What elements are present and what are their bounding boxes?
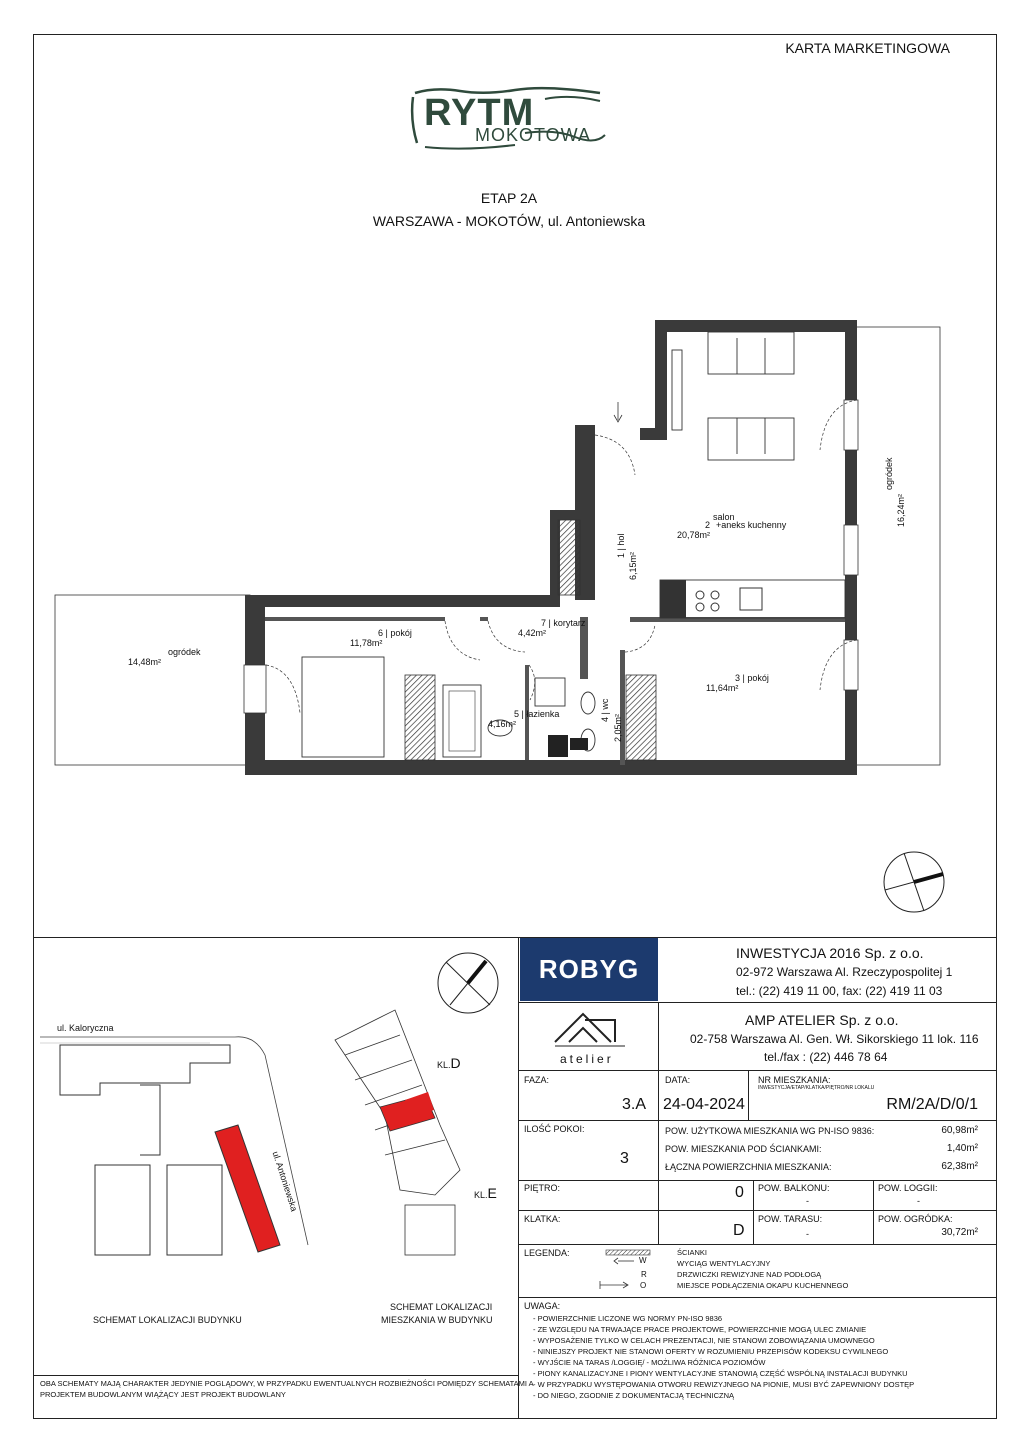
faza-label: FAZA: — [524, 1075, 550, 1085]
ogrodek-label: POW. OGRÓDKA: — [878, 1214, 953, 1224]
note-item: - NINIEJSZY PROJEKT NIE STANOWI OFERTY W ROZUMIENIU PRZEPISÓW KODEKSU CYWILNEGO — [533, 1346, 914, 1357]
legend-sym-w: W — [639, 1256, 647, 1265]
architect-phone: tel./fax : (22) 446 78 64 — [764, 1050, 888, 1064]
pow-uzyt-label: POW. UŻYTKOWA MIESZKANIA WG PN-ISO 9836: — [665, 1126, 875, 1136]
room-3-label: 3 | pokój — [735, 673, 769, 683]
compass-icon — [882, 850, 946, 914]
garden-right-name: ogródek — [884, 457, 894, 490]
notes-title: UWAGA: — [524, 1301, 561, 1311]
balkon-value: - — [806, 1196, 809, 1206]
note-item: - ZE WZGLĘDU NA TRWAJĄCE PRACE PROJEKTOWE, POWIERZCHNIE MOGĄ ULEC ZMIANIE — [533, 1324, 914, 1335]
legend-item: DRZWICZKI REWIZYJNE NAD PODŁOGĄ — [677, 1270, 822, 1279]
architect-address: 02-758 Warszawa Al. Gen. Wł. Sikorskiego 11 lok. 116 — [690, 1032, 979, 1046]
room-5-area: 4,16m² — [488, 719, 517, 729]
room-5-label: 5 | łazienka — [514, 709, 560, 719]
room-1-area: 6,15m² — [628, 551, 638, 580]
room-6-area: 11,78m² — [350, 638, 383, 648]
loggia-value: - — [917, 1196, 920, 1206]
pow-sciany-label: POW. MIESZKANIA POD ŚCIANKAMI: — [665, 1144, 822, 1154]
section-divider — [33, 937, 997, 938]
note-item: - PIONY KANALIZACYJNE I PIONY WENTYLACYJNE STANOWIĄ CZĘŚĆ WSPÓLNĄ INSTALACJI BUDYNKU — [533, 1368, 914, 1379]
legend-symbols — [598, 1249, 668, 1294]
balkon-label: POW. BALKONU: — [758, 1183, 830, 1193]
loggia-label: POW. LOGGII: — [878, 1183, 938, 1193]
garden-left-area: 14,48m² — [128, 657, 162, 667]
atelier-logo-icon — [545, 1008, 635, 1058]
taras-value: - — [806, 1229, 809, 1239]
room-7-label: 7 | korytarz — [541, 618, 586, 628]
legend-item: ŚCIANKI — [677, 1248, 708, 1257]
nr-sub-label: INWESTYCJA/ETAP/KLATKA/PIĘTRO/NR LOKALU — [758, 1085, 875, 1091]
address-label: WARSZAWA - MOKOTÓW, ul. Antoniewska — [372, 213, 646, 229]
investor-phone: tel.: (22) 419 11 00, fax: (22) 419 11 03 — [736, 984, 943, 998]
compass-small-icon — [438, 953, 498, 1013]
room-7-area: 4,42m² — [518, 628, 547, 638]
legend-sym-r: R — [641, 1270, 647, 1279]
data-value: 24-04-2024 — [663, 1096, 745, 1113]
legend-title: LEGENDA: — [524, 1248, 570, 1258]
note-item: - WYPOSAŻENIE TYLKO W CELACH PREZENTACJI, NIE STANOWI ZOBOWIĄZANIA UMOWNEGO — [533, 1335, 914, 1346]
block-divider — [518, 937, 519, 1419]
room-2-name: salon — [713, 512, 735, 522]
klatka-label: KLATKA: — [524, 1214, 561, 1224]
room-4-label: 4 | wc — [600, 698, 610, 722]
notes-list — [533, 1313, 914, 1401]
data-label: DATA: — [665, 1075, 691, 1085]
room-1-label: 1 | hol — [616, 533, 626, 558]
room-2-name2: +aneks kuchenny — [716, 520, 787, 530]
faza-value: 3.A — [622, 1096, 647, 1113]
pokoje-value: 3 — [620, 1150, 629, 1167]
street-kaloryczna: ul. Kaloryczna — [57, 1023, 114, 1033]
nr-value: RM/2A/D/0/1 — [886, 1096, 978, 1113]
note-item: - DO NIEGO, ZGODNIE Z DOKUMENTACJĄ TECHNICZNĄ — [533, 1390, 914, 1401]
kl-d-label: KL.D — [437, 1055, 461, 1071]
room-6-label: 6 | pokój — [378, 628, 412, 638]
pow-uzyt-value: 60,98m² — [941, 1125, 978, 1136]
pow-laczna-value: 62,38m² — [941, 1161, 978, 1172]
location-schemes — [40, 945, 510, 1265]
klatka-value: D — [733, 1222, 745, 1239]
pokoje-label: ILOŚĆ POKOI: — [524, 1124, 585, 1134]
logo-main-text: RYTM — [424, 92, 535, 134]
pietro-value: 0 — [735, 1184, 744, 1201]
nr-label: NR MIESZKANIA: — [758, 1075, 831, 1085]
marketing-card-label: KARTA MARKETINGOWA — [785, 40, 950, 56]
floor-plan — [40, 310, 980, 790]
atelier-logo-text: atelier — [560, 1052, 614, 1066]
room-2-num: 2 — [705, 520, 711, 530]
ogrodek-value: 30,72m² — [941, 1227, 978, 1238]
investor-company: INWESTYCJA 2016 Sp. z o.o. — [736, 945, 924, 961]
building-scheme-caption: SCHEMAT LOKALIZACJI BUDYNKU — [93, 1315, 242, 1325]
logo-sub-text: MOKOTOWA — [475, 125, 591, 145]
disclaimer-line-1: OBA SCHEMATY MAJĄ CHARAKTER JEDYNIE POGLĄDOWY, W PRZYPADKU EWENTUALNYCH ROZBIEŻNOŚCI POMIĘDZY SCHEMATAMI A — [40, 1379, 534, 1388]
disclaimer-line-2: PROJEKTEM BUDOWLANYM WIĄŻĄCY JEST PROJEKT BUDOWLANY — [40, 1390, 286, 1399]
room-4-area: 2,05m² — [613, 713, 623, 742]
kl-e-label: KL.E — [474, 1185, 497, 1201]
pow-laczna-label: ŁĄCZNA POWIERZCHNIA MIESZKANIA: — [665, 1162, 832, 1172]
legend-item: MIEJSCE PODŁĄCZENIA OKAPU KUCHENNEGO — [677, 1281, 849, 1290]
robyg-logo: ROBYG — [520, 938, 658, 1001]
room-3-area: 11,64m² — [706, 683, 739, 693]
pow-sciany-value: 1,40m² — [946, 1143, 978, 1154]
garden-left-name: ogródek — [168, 647, 201, 657]
investor-address: 02-972 Warszawa Al. Rzeczypospolitej 1 — [736, 965, 953, 979]
pietro-label: PIĘTRO: — [524, 1183, 561, 1193]
architect-company: AMP ATELIER Sp. z o.o. — [745, 1012, 899, 1028]
legend-sym-o: O — [640, 1281, 647, 1290]
note-item: - W PRZYPADKU WYSTĘPOWANIA OTWORU REWIZYJNEGO NA PIONIE, MUSI BYĆ ZAPEWNIONY DOSTĘP — [533, 1379, 914, 1390]
flat-scheme-caption-2: MIESZKANIA W BUDYNKU — [381, 1315, 493, 1325]
taras-label: POW. TARASU: — [758, 1214, 823, 1224]
garden-right-area: 16,24m² — [896, 493, 906, 527]
stage-label: ETAP 2A — [480, 190, 538, 206]
street-antoniewska: ul. Antoniewska — [270, 1150, 300, 1213]
room-2-area: 20,78m² — [677, 530, 711, 540]
flat-scheme-caption-1: SCHEMAT LOKALIZACJI — [390, 1302, 493, 1312]
note-item: - POWIERZCHNIE LICZONE WG NORMY PN-ISO 9836 — [533, 1313, 914, 1324]
note-item: - WYJŚCIE NA TARAS /LOGGIĘ/ - MOŻLIWA RÓŻNICA POZIOMÓW — [533, 1357, 914, 1368]
legend-item: WYCIĄG WENTYLACYJNY — [677, 1259, 771, 1268]
